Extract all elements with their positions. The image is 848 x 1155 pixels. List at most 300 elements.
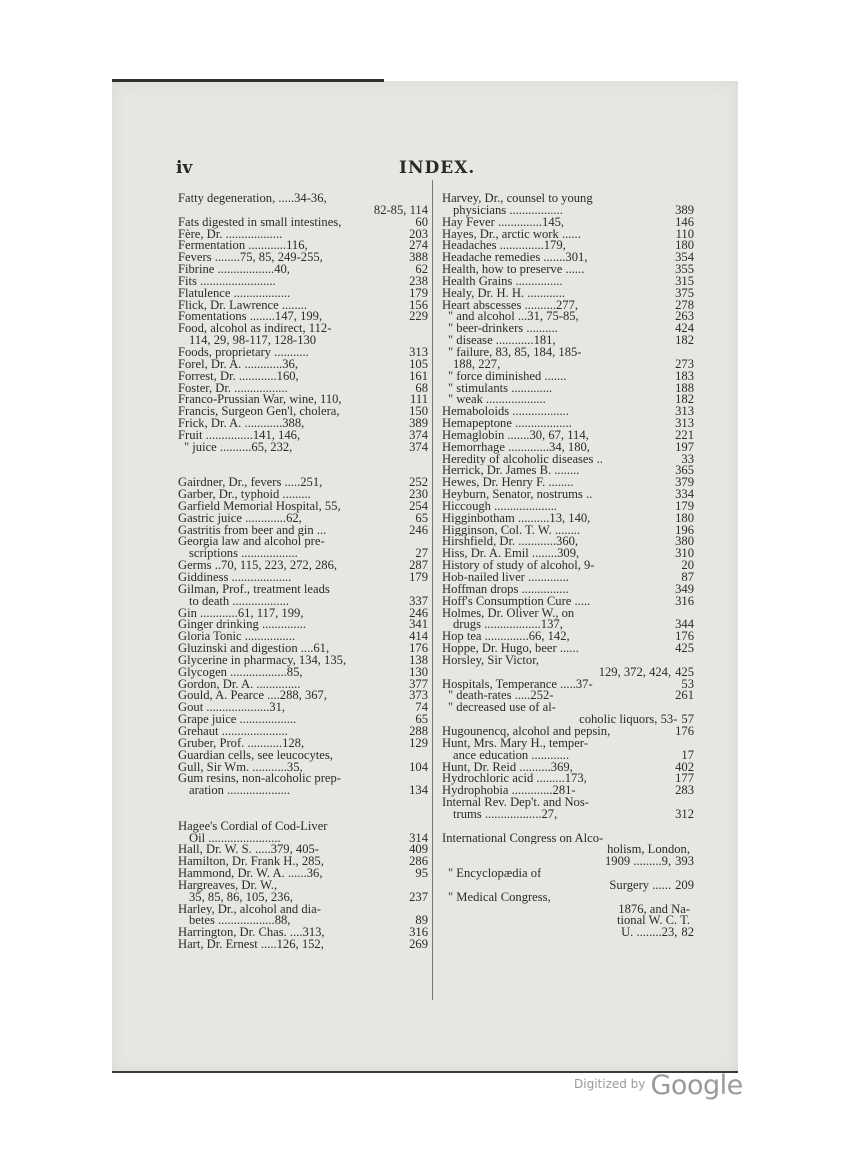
entry-text: Forrest, Dr. ............160,	[178, 370, 299, 383]
index-entry-line	[442, 844, 694, 856]
index-entry-line	[178, 335, 428, 347]
entry-text: Hob-nailed liver .............	[442, 572, 569, 584]
index-entry	[442, 702, 694, 726]
index-column-right	[442, 193, 694, 939]
entry-text: Hayes, Dr., arctic work ......	[442, 228, 581, 241]
entry-text: " disease ............181,	[448, 335, 556, 347]
index-entry	[442, 368, 694, 383]
index-entry-line	[178, 489, 428, 501]
index-entry	[442, 510, 694, 525]
entry-page-ref: 179	[409, 285, 428, 300]
entry-page-ref: 274	[409, 238, 428, 253]
index-entry	[442, 273, 694, 288]
entry-text: scriptions ..................	[189, 548, 298, 561]
entry-page-ref: 146	[675, 214, 694, 229]
index-entry-line	[178, 619, 428, 631]
entry-page-ref: 176	[409, 641, 428, 656]
entry-text: Hemaboloids ..................	[442, 406, 569, 419]
entry-page-ref: 263	[675, 309, 694, 324]
entry-text: tional W. C. T.	[616, 915, 690, 928]
index-entry	[178, 560, 428, 572]
entry-page-ref: 380	[675, 534, 694, 549]
entry-text: U. ........23,	[621, 927, 678, 940]
entry-page-ref: 129	[409, 735, 428, 750]
entry-text: Horsley, Sir Victor,	[442, 654, 540, 667]
index-entry	[178, 394, 428, 406]
entry-text: aration ....................	[189, 785, 291, 798]
index-entry	[442, 723, 694, 738]
column-divider	[432, 180, 433, 1000]
index-entry	[178, 311, 428, 323]
entry-page-ref: 82-85, 114	[373, 202, 428, 217]
entry-text: Garber, Dr., typhoid .........	[178, 489, 311, 501]
entry-page-ref: 354	[675, 250, 694, 265]
entry-text: Fevers ........75, 85, 249-255,	[178, 252, 323, 265]
index-entry-line	[442, 427, 694, 442]
entry-page-ref: 203	[409, 226, 428, 241]
index-entry	[178, 240, 428, 252]
entry-text: Hemapeptone ..................	[442, 418, 572, 430]
page-number: iv	[176, 158, 193, 178]
index-entry-line	[442, 264, 694, 276]
entry-text: Hop tea ..............66, 142,	[442, 631, 570, 644]
index-entry	[442, 608, 694, 632]
entry-page-ref: 349	[675, 581, 694, 596]
index-entry	[178, 297, 428, 312]
index-entry-line	[442, 451, 694, 466]
entry-page-ref: 27	[415, 546, 428, 561]
index-entry-line	[178, 406, 428, 418]
entry-page-ref: 229	[409, 309, 428, 324]
index-entry	[442, 522, 694, 537]
index-entry	[442, 643, 694, 655]
entry-page-ref: 375	[675, 285, 694, 300]
index-entry-line	[442, 892, 694, 904]
entry-page-ref: 20	[681, 558, 694, 573]
index-entry-line	[442, 406, 694, 418]
index-entry	[442, 560, 694, 572]
index-entry-line	[178, 785, 428, 797]
entry-page-ref: 53	[681, 676, 694, 691]
index-entry-line	[442, 273, 694, 288]
entry-text: Hammond, Dr. W. A. ......36,	[178, 868, 323, 880]
index-entry-line	[178, 297, 428, 312]
entry-page-ref: 183	[675, 368, 694, 383]
index-entry-line	[178, 252, 428, 264]
index-entry-line	[178, 548, 428, 560]
index-entry-line	[442, 676, 694, 691]
index-entry-line	[442, 560, 694, 572]
index-entry	[442, 394, 694, 406]
entry-page-ref: 288	[409, 723, 428, 738]
entry-text: Flatulence ..................	[178, 287, 291, 300]
entry-text: Foster, Dr. .................	[178, 382, 288, 395]
index-entry-line	[178, 904, 428, 916]
index-entry	[442, 593, 694, 608]
entry-text: Higginson, Col. T. W. ........	[442, 524, 581, 537]
entry-text: Foods, proprietary ...........	[178, 346, 309, 359]
entry-text: Forel, Dr. A. ............36,	[178, 358, 298, 371]
index-entry-line	[442, 773, 694, 785]
entry-text: Headache remedies .......301,	[442, 252, 588, 265]
index-entry-line	[442, 608, 694, 620]
index-entry	[178, 193, 428, 217]
entry-gap	[442, 821, 694, 833]
index-entry-line	[178, 560, 428, 572]
index-entry-line	[442, 335, 694, 347]
entry-text: Ginger drinking ..............	[178, 619, 307, 632]
entry-page-ref: 68	[415, 380, 428, 395]
index-entry	[178, 750, 428, 762]
index-entry	[178, 631, 428, 643]
index-entry-line	[442, 572, 694, 584]
index-entry-line	[442, 347, 694, 359]
entry-text: Gordon, Dr. A. ..............	[178, 678, 301, 691]
index-entry-line	[178, 593, 428, 608]
index-entry-line	[442, 915, 694, 927]
index-entry-line	[442, 738, 694, 750]
entry-text: physicians .................	[453, 204, 563, 217]
index-entry-line	[178, 264, 428, 276]
entry-text: Health Grains ...............	[442, 275, 563, 288]
entry-text: Headaches ..............179,	[442, 240, 566, 253]
index-entry	[178, 605, 428, 620]
entry-page-ref: 95	[415, 866, 428, 881]
entry-text: Herrick, Dr. James B. ........	[442, 465, 580, 478]
index-entry-line	[178, 240, 428, 252]
entry-text: " decreased use of al-	[448, 702, 556, 715]
entry-page-ref: 182	[675, 392, 694, 407]
entry-text: Hydrophobia .............281-	[442, 785, 576, 798]
index-entry	[178, 643, 428, 655]
entry-gap	[178, 797, 428, 821]
entry-text: Gastritis from beer and gin ...	[178, 524, 327, 537]
index-entry	[178, 368, 428, 383]
entry-text: Fits ........................	[178, 275, 276, 288]
index-entry	[178, 477, 428, 489]
entry-page-ref: 344	[675, 617, 694, 632]
entry-page-ref: 188	[675, 380, 694, 395]
index-entry	[178, 510, 428, 525]
index-entry-line	[178, 418, 428, 430]
index-entry-line	[442, 655, 694, 667]
index-entry	[178, 664, 428, 679]
index-entry-line	[442, 214, 694, 229]
index-entry	[178, 821, 428, 845]
entry-text: Hiss, Dr. A. Emil ........309,	[442, 548, 580, 561]
entry-text: " weak ...................	[448, 394, 546, 407]
entry-page-ref: 313	[675, 416, 694, 431]
entry-text: Fatty degeneration, .....34-36,	[178, 193, 327, 205]
entry-page-ref: 424	[675, 321, 694, 336]
index-entry-line	[178, 759, 428, 774]
entry-page-ref: 17	[681, 747, 694, 762]
index-entry	[178, 904, 428, 928]
index-entry-line	[442, 747, 694, 762]
index-entry	[178, 619, 428, 631]
entry-page-ref: 287	[409, 558, 428, 573]
index-entry	[178, 572, 428, 584]
index-entry	[178, 584, 428, 608]
entry-page-ref: 238	[409, 273, 428, 288]
index-entry	[442, 418, 694, 430]
entry-text: Hamilton, Dr. Frank H., 285,	[178, 856, 324, 869]
entry-page-ref: 316	[409, 925, 428, 940]
entry-text: trums ..................27,	[453, 808, 558, 821]
index-entry	[442, 465, 694, 477]
entry-page-ref: 209	[675, 877, 694, 892]
index-entry	[178, 214, 428, 229]
entry-page-ref: 111	[410, 392, 428, 407]
entry-text: Health, how to preserve ......	[442, 264, 585, 276]
index-entry	[442, 676, 694, 691]
entry-page-ref: 374	[409, 427, 428, 442]
entry-text: Hall, Dr. W. S. .....379, 405-	[178, 844, 319, 857]
entry-text: 129, 372, 424,	[598, 666, 672, 679]
index-entry	[178, 273, 428, 288]
entry-text: coholic liquors, 53-	[579, 714, 678, 726]
index-entry-line	[178, 214, 428, 229]
index-entry-line	[178, 643, 428, 655]
entry-text: Grehaut .....................	[178, 725, 288, 738]
entry-text: " failure, 83, 85, 184, 185-	[448, 346, 582, 359]
index-entry-line	[442, 643, 694, 655]
index-entry-line	[442, 868, 694, 880]
entry-text: to death ..................	[189, 595, 290, 608]
entry-text: Gould, A. Pearce ....288, 367,	[178, 690, 328, 703]
entry-text: Fère, Dr. ..................	[178, 228, 283, 241]
index-entry-line	[178, 202, 428, 217]
index-entry	[178, 868, 428, 880]
entry-text: ance education ............	[453, 749, 570, 762]
entry-page-ref: 180	[675, 238, 694, 253]
entry-page-ref: 138	[409, 652, 428, 667]
index-entry-line	[178, 676, 428, 691]
index-entry-line	[442, 723, 694, 738]
index-entry	[442, 311, 694, 323]
index-entry	[442, 833, 694, 869]
entry-page-ref: 180	[675, 510, 694, 525]
index-entry-line	[442, 193, 694, 205]
entry-text: Hemorrhage .............34, 180,	[442, 441, 590, 454]
index-entry-line	[178, 510, 428, 525]
entry-text: Germs ..70, 115, 223, 272, 286,	[178, 560, 338, 572]
entry-text: " and alcohol ...31, 75-85,	[448, 311, 579, 324]
index-entry-line	[178, 664, 428, 679]
index-entry	[442, 427, 694, 442]
entry-page-ref: 177	[675, 771, 694, 786]
entry-text: Gin ............61, 117, 199,	[178, 607, 304, 620]
index-entry	[178, 285, 428, 300]
entry-text: Fats digested in small intestines,	[178, 216, 342, 229]
entry-page-ref: 261	[675, 688, 694, 703]
entry-text: Hewes, Dr. Henry F. ........	[442, 477, 574, 490]
index-entry	[178, 498, 428, 513]
entry-text: Gout ....................31,	[178, 702, 286, 715]
entry-page-ref: 33	[681, 451, 694, 466]
index-entry	[178, 939, 428, 951]
index-entry-line	[178, 939, 428, 951]
index-entry-line	[178, 868, 428, 880]
entry-page-ref: 314	[409, 830, 428, 845]
google-watermark	[574, 1070, 743, 1101]
entry-text: Heart abscesses ..........277,	[442, 299, 579, 312]
index-entry-line	[442, 498, 694, 513]
index-entry-line	[442, 833, 694, 845]
entry-text: Hunt, Dr. Reid ..........369,	[442, 761, 573, 774]
entry-page-ref: 82	[681, 925, 694, 940]
entry-text: Hunt, Mrs. Mary H., temper-	[442, 737, 588, 750]
index-entry	[442, 738, 694, 762]
entry-text: 188, 227,	[453, 358, 501, 371]
entry-page-ref: 316	[675, 593, 694, 608]
entry-text: Food, alcohol as indirect, 112-	[178, 323, 332, 336]
entry-page-ref: 337	[409, 593, 428, 608]
index-entry	[178, 702, 428, 714]
index-entry-line	[178, 394, 428, 406]
index-entry	[442, 439, 694, 454]
index-entry	[178, 714, 428, 726]
entry-page-ref: 176	[675, 723, 694, 738]
entry-text: Hiccough ....................	[442, 500, 558, 513]
entry-text: Gilman, Prof., treatment leads	[178, 583, 330, 596]
entry-text: Fermentation ............116,	[178, 240, 308, 253]
index-entry-line	[178, 652, 428, 667]
entry-text: Gum resins, non-alcoholic prep-	[178, 773, 341, 786]
entry-text: Glycogen ..................85,	[178, 666, 303, 679]
entry-page-ref: 221	[675, 427, 694, 442]
entry-page-ref: 89	[415, 913, 428, 928]
entry-text: Georgia law and alcohol pre-	[178, 536, 325, 549]
index-entry-line	[442, 297, 694, 312]
index-entry-line	[442, 418, 694, 430]
entry-text: Fomentations ........147, 199,	[178, 311, 323, 324]
entry-text: Frick, Dr. A. ............388,	[178, 418, 305, 430]
entry-page-ref: 62	[415, 262, 428, 277]
entry-text: holism, London,	[607, 844, 690, 857]
index-entry	[442, 285, 694, 300]
entry-text: Flick, Dr. Lawrence ........	[178, 299, 308, 312]
page-title: INDEX.	[399, 158, 476, 178]
entry-page-ref: 425	[675, 641, 694, 656]
entry-text: Fibrine ..................40,	[178, 264, 290, 276]
digitized-by-text: Digitized by	[574, 1077, 646, 1091]
entry-page-ref: 74	[415, 700, 428, 715]
index-entry	[178, 356, 428, 371]
entry-page-ref: 182	[675, 333, 694, 348]
entry-page-ref: 373	[409, 688, 428, 703]
entry-page-ref: 310	[675, 546, 694, 561]
index-entry-line	[442, 581, 694, 596]
index-entry-line	[442, 380, 694, 395]
entry-text: 35, 85, 86, 105, 236,	[189, 891, 293, 904]
entry-page-ref: 313	[675, 404, 694, 419]
entry-page-ref: 130	[409, 664, 428, 679]
entry-text: Internal Rev. Dep't. and Nos-	[442, 797, 589, 809]
index-entry-line	[442, 702, 694, 714]
index-entry	[442, 252, 694, 264]
entry-page-ref: 134	[409, 783, 428, 798]
entry-page-ref: 355	[675, 262, 694, 277]
entry-text: " stimulants .............	[448, 382, 553, 395]
index-entry	[442, 536, 694, 548]
index-entry-line	[178, 605, 428, 620]
entry-text: drugs ..................137,	[453, 619, 563, 632]
index-entry	[442, 214, 694, 229]
index-entry-line	[442, 690, 694, 702]
entry-text: Gairdner, Dr., fevers .....251,	[178, 477, 323, 490]
entry-page-ref: 237	[409, 889, 428, 904]
index-entry-line	[178, 880, 428, 892]
index-entry-line	[178, 927, 428, 939]
entry-page-ref: 425	[675, 664, 694, 679]
entry-page-ref: 197	[675, 439, 694, 454]
index-entry-line	[178, 856, 428, 868]
entry-gap	[178, 454, 428, 478]
entry-text: Giddiness ...................	[178, 572, 292, 584]
index-entry	[442, 323, 694, 335]
entry-text: Hirshfield, Dr. ............360,	[442, 536, 579, 549]
index-entry-line	[442, 439, 694, 454]
index-entry	[442, 297, 694, 312]
index-entry-line	[442, 465, 694, 477]
entry-text: Franco-Prussian War, wine, 110,	[178, 394, 342, 407]
entry-page-ref: 365	[675, 463, 694, 478]
index-entry-line	[178, 273, 428, 288]
entry-page-ref: 65	[415, 510, 428, 525]
index-entry-line	[178, 311, 428, 323]
index-entry	[442, 581, 694, 596]
entry-page-ref: 334	[675, 487, 694, 502]
index-entry	[442, 489, 694, 501]
index-entry-line	[178, 380, 428, 395]
index-entry-line	[442, 252, 694, 264]
index-entry-line	[178, 773, 428, 785]
entry-page-ref: 393	[675, 854, 694, 869]
index-entry	[442, 335, 694, 347]
index-entry	[442, 498, 694, 513]
index-entry	[442, 193, 694, 217]
index-entry-line	[442, 522, 694, 537]
index-entry-line	[178, 915, 428, 927]
index-entry-line	[178, 427, 428, 442]
entry-page-ref: 283	[675, 783, 694, 798]
index-entry-line	[178, 723, 428, 738]
entry-text: Surgery ......	[609, 879, 672, 892]
index-entry	[442, 655, 694, 679]
index-entry-line	[442, 240, 694, 252]
entry-text: International Congress on Alco-	[442, 832, 604, 845]
index-entry-line	[442, 593, 694, 608]
entry-text: Hagee's Cordial of Cod-Liver	[178, 820, 328, 833]
index-entry	[442, 759, 694, 774]
entry-text: Harley, Dr., alcohol and dia-	[178, 903, 321, 916]
index-entry	[442, 347, 694, 371]
entry-text: " beer-drinkers ..........	[448, 323, 558, 336]
entry-page-ref: 315	[675, 273, 694, 288]
index-entry	[442, 240, 694, 252]
entry-text: " death-rates .....252-	[448, 690, 554, 703]
entry-page-ref: 110	[675, 226, 694, 241]
index-entry-line	[178, 889, 428, 904]
entry-text: 114, 29, 98-117, 128-130	[189, 335, 317, 347]
index-entry	[178, 723, 428, 738]
entry-page-ref: 60	[415, 214, 428, 229]
index-entry	[178, 252, 428, 264]
index-entry	[442, 226, 694, 241]
entry-text: Oil .......................	[189, 832, 281, 845]
entry-text: betes ..................88,	[189, 915, 291, 928]
